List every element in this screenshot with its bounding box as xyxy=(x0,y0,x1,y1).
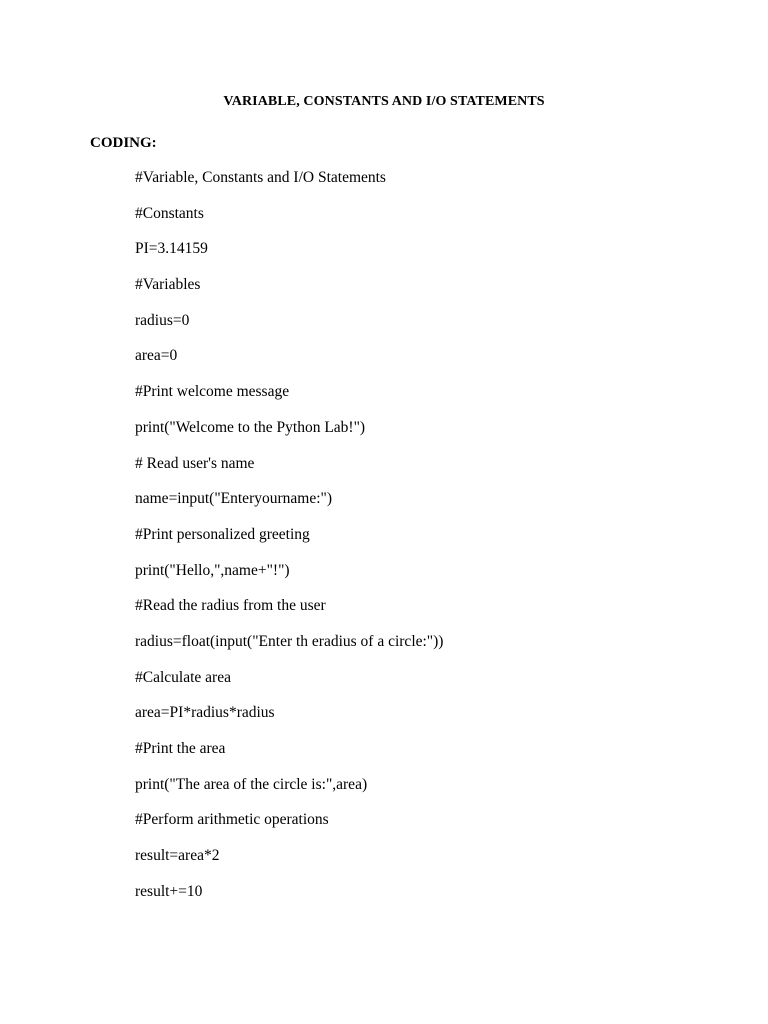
page-title: VARIABLE, CONSTANTS AND I/O STATEMENTS xyxy=(223,94,545,109)
code-line: radius=0 xyxy=(135,311,190,329)
code-line: #Print welcome message xyxy=(135,383,290,401)
code-line: #Constants xyxy=(135,204,204,222)
code-line: #Print the area xyxy=(135,740,226,757)
code-line: radius=float(input("Enter th eradius of a circle:")) xyxy=(135,632,444,650)
code-line: result=area*2 xyxy=(135,847,220,865)
code-line: #Read the radius from the user xyxy=(135,597,326,615)
code-line: #Perform arithmetic operations xyxy=(135,811,329,829)
code-line: #Print personalized greeting xyxy=(135,525,310,543)
section-heading: CODING: xyxy=(90,135,157,151)
code-line: area=0 xyxy=(135,347,178,365)
code-line: name=input("Enteryourname:") xyxy=(135,490,332,508)
code-line: print("Hello,",name+"!") xyxy=(135,561,290,579)
code-line: #Variables xyxy=(135,276,201,294)
code-line: PI=3.14159 xyxy=(135,240,208,258)
code-line: # Read user's name xyxy=(135,454,255,472)
code-line: print("Welcome to the Python Lab!") xyxy=(135,418,366,436)
code-line: #Calculate area xyxy=(135,668,231,686)
code-line: area=PI*radius*radius xyxy=(135,704,275,722)
code-line: #Variable, Constants and I/O Statements xyxy=(135,169,386,186)
code-listing xyxy=(135,169,443,918)
code-line: print("The area of the circle is:",area) xyxy=(135,775,368,793)
code-line: result+=10 xyxy=(135,882,203,900)
